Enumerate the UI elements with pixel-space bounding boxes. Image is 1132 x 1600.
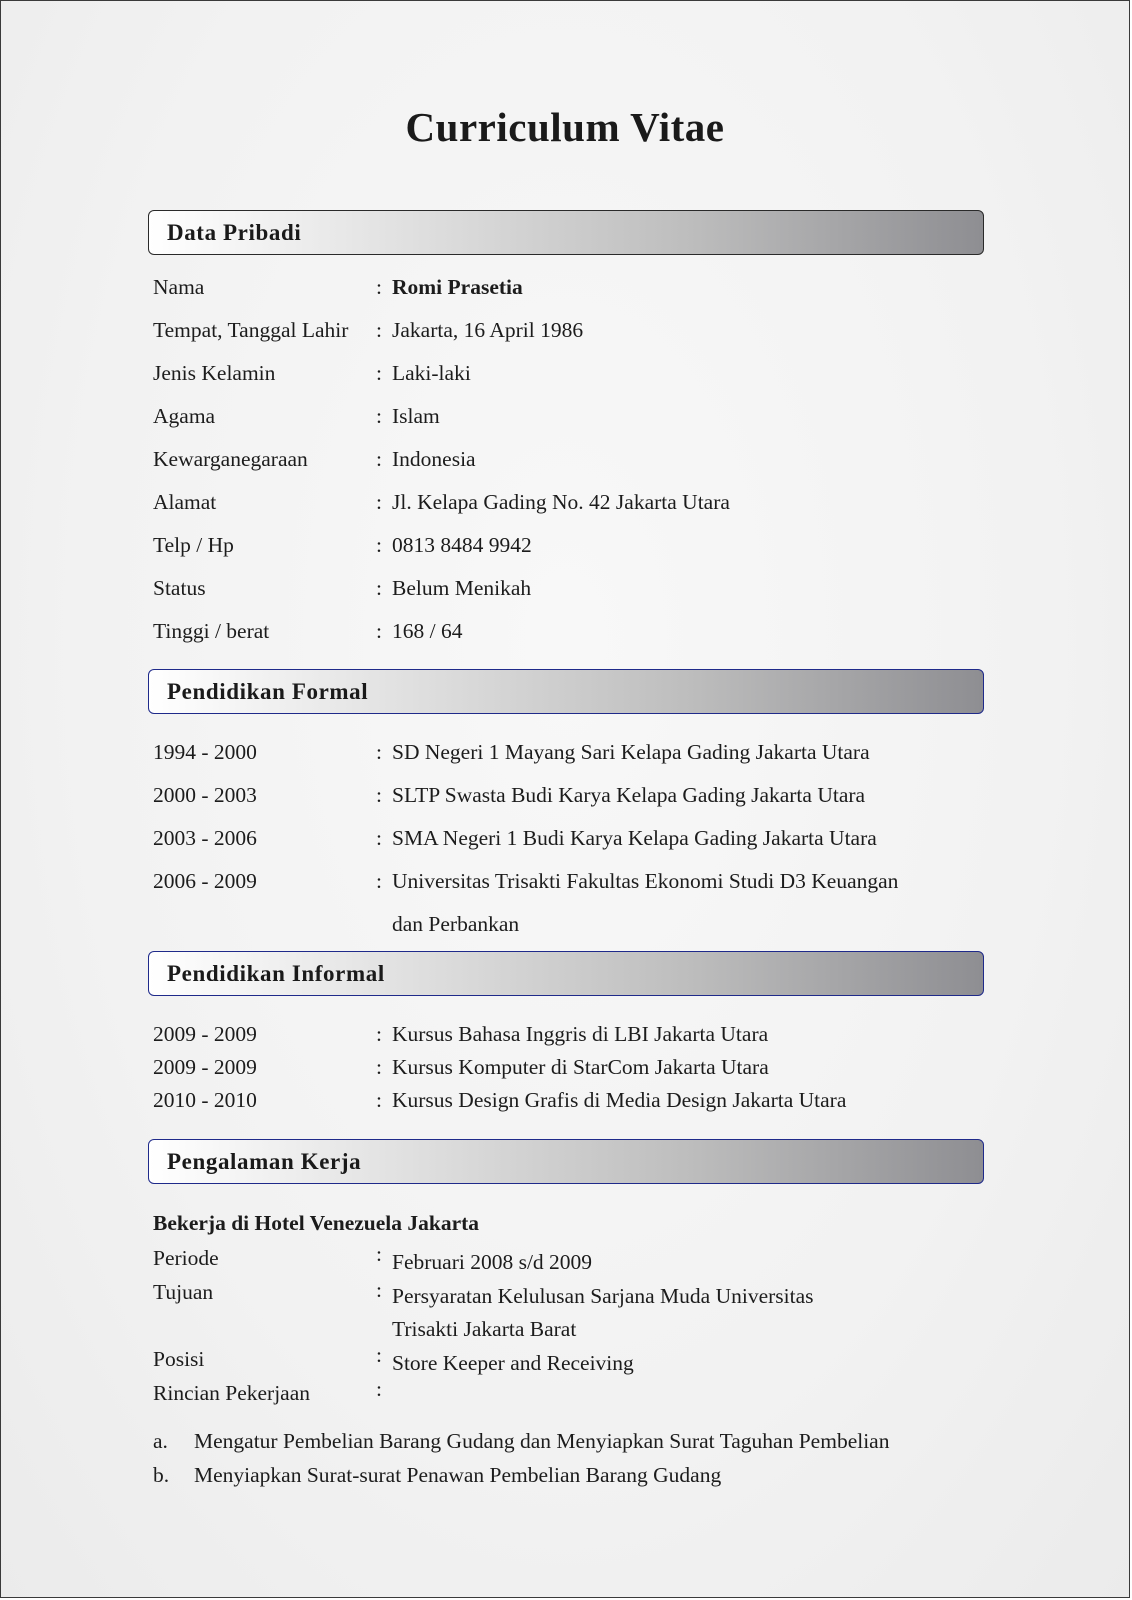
field-label: Status: [153, 576, 206, 600]
page-title: Curriculum Vitae: [405, 104, 725, 150]
school-continuation: dan Perbankan: [392, 912, 520, 936]
field-value: Indonesia: [392, 447, 476, 471]
field-value: Jl. Kelapa Gading No. 42 Jakarta Utara: [392, 490, 730, 514]
field-label: Periode: [153, 1246, 219, 1270]
colon: :: [376, 533, 382, 557]
period: 2010 - 2010: [153, 1088, 257, 1112]
period: 2006 - 2009: [153, 869, 257, 893]
field-label: Tempat, Tanggal Lahir: [153, 318, 349, 342]
colon: :: [376, 576, 382, 600]
course: Kursus Komputer di StarCom Jakarta Utara: [392, 1055, 769, 1079]
period: 1994 - 2000: [153, 740, 257, 764]
colon: :: [376, 361, 382, 385]
period: 2000 - 2003: [153, 783, 257, 807]
field-value: Jakarta, 16 April 1986: [392, 318, 584, 342]
employer-heading: Bekerja di Hotel Venezuela Jakarta: [153, 1211, 480, 1235]
colon: :: [376, 740, 382, 764]
section-title: Pengalaman Kerja: [167, 1149, 362, 1174]
task-text: Mengatur Pembelian Barang Gudang dan Menyiapkan Surat Taguhan Pembelian: [194, 1429, 890, 1453]
period: 2003 - 2006: [153, 826, 257, 850]
section-header-pendidikan-formal: [148, 669, 984, 714]
field-label: Agama: [153, 404, 216, 428]
colon: :: [376, 404, 382, 428]
colon: :: [376, 1343, 382, 1367]
field-label: Posisi: [153, 1347, 205, 1371]
colon: :: [376, 1088, 382, 1112]
colon: :: [376, 490, 382, 514]
field-label: Tujuan: [153, 1280, 214, 1304]
colon: :: [376, 1022, 382, 1046]
field-value: Persyaratan Kelulusan Sarjana Muda Universitas: [392, 1284, 814, 1308]
section-title: Pendidikan Formal: [167, 679, 369, 704]
school: SMA Negeri 1 Budi Karya Kelapa Gading Jakarta Utara: [392, 826, 877, 850]
school: SD Negeri 1 Mayang Sari Kelapa Gading Jakarta Utara: [392, 740, 870, 764]
field-label: Nama: [153, 275, 205, 299]
field-value: Store Keeper and Receiving: [392, 1351, 634, 1375]
field-label: Telp / Hp: [153, 533, 234, 557]
colon: :: [376, 1278, 382, 1302]
section-title: Pendidikan Informal: [167, 961, 385, 986]
colon: :: [376, 783, 382, 807]
course: Kursus Design Grafis di Media Design Jakarta Utara: [392, 1088, 847, 1112]
colon: :: [376, 318, 382, 342]
field-value: Romi Prasetia: [392, 275, 523, 299]
tujuan-continuation: Trisakti Jakarta Barat: [392, 1317, 577, 1341]
school: Universitas Trisakti Fakultas Ekonomi Studi D3 Keuangan: [392, 869, 899, 893]
colon: :: [376, 869, 382, 893]
field-value: Islam: [392, 404, 440, 428]
colon: :: [376, 1242, 382, 1266]
field-label: Rincian Pekerjaan: [153, 1381, 311, 1405]
colon: :: [376, 826, 382, 850]
school: SLTP Swasta Budi Karya Kelapa Gading Jakarta Utara: [392, 783, 866, 807]
field-value: 168 / 64: [392, 619, 463, 643]
field-label: Jenis Kelamin: [153, 361, 276, 385]
period: 2009 - 2009: [153, 1055, 257, 1079]
field-value: Laki-laki: [392, 361, 471, 385]
section-header-pengalaman-kerja: [148, 1139, 984, 1184]
field-label: Kewarganegaraan: [153, 447, 308, 471]
task-text: Menyiapkan Surat-surat Penawan Pembelian Barang Gudang: [194, 1463, 722, 1487]
field-value: 0813 8484 9942: [392, 533, 532, 557]
period: 2009 - 2009: [153, 1022, 257, 1046]
field-label: Tinggi / berat: [153, 619, 270, 643]
section-header-data-pribadi: [148, 210, 984, 255]
field-value: Februari 2008 s/d 2009: [392, 1250, 593, 1274]
field-value: Belum Menikah: [392, 576, 532, 600]
colon: :: [376, 1055, 382, 1079]
section-header-pendidikan-informal: [148, 951, 984, 996]
colon: :: [376, 619, 382, 643]
list-marker: b.: [153, 1463, 170, 1487]
section-title: Data Pribadi: [167, 220, 302, 245]
colon: :: [376, 275, 382, 299]
colon: :: [376, 1377, 382, 1401]
colon: :: [376, 447, 382, 471]
field-label: Alamat: [153, 490, 217, 514]
list-marker: a.: [153, 1429, 168, 1453]
course: Kursus Bahasa Inggris di LBI Jakarta Utara: [392, 1022, 769, 1046]
